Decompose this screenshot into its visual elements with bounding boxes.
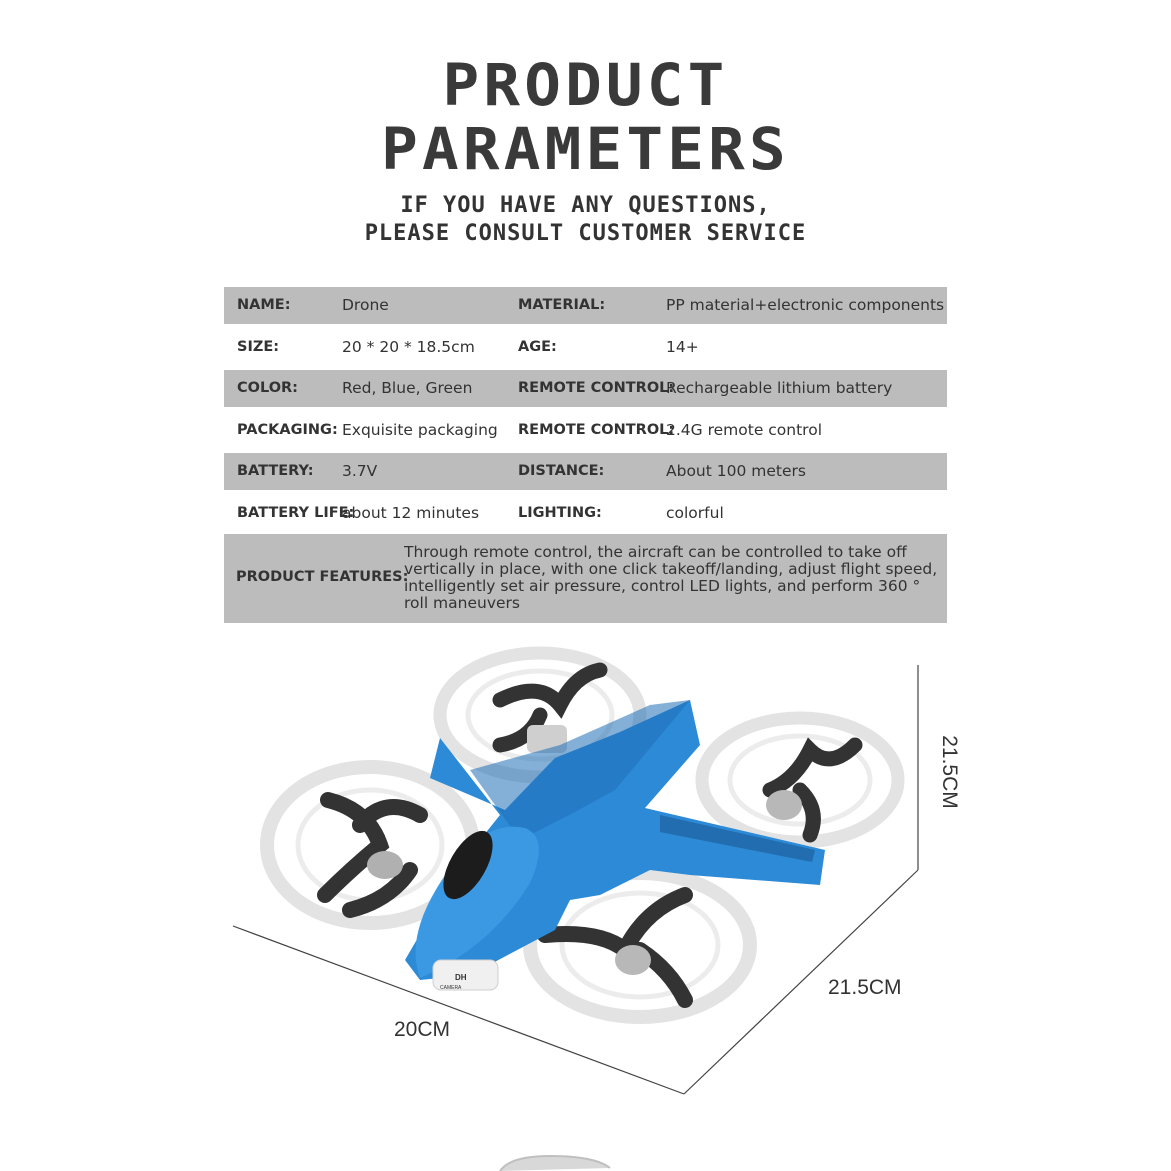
param-label: AGE: — [518, 338, 557, 355]
features-label: PRODUCT FEATURES: — [236, 569, 409, 585]
param-value: About 100 meters — [666, 462, 806, 481]
features-text: Through remote control, the aircraft can be controlled to take off vertically in place, with one click takeoff/landing, adjust flight speed, intelligently set air pressure, control LED lights, and perform 360 ° roll maneuvers — [404, 543, 938, 612]
param-label: REMOTE CONTROL: — [518, 421, 675, 438]
param-value: Red, Blue, Green — [342, 379, 473, 398]
dimension-height-label: 21.5CM — [937, 735, 961, 809]
dimension-depth-label: 21.5CM — [828, 976, 902, 999]
param-label: BATTERY LIFE: — [237, 504, 355, 521]
svg-text:DH: DH — [455, 973, 467, 982]
param-value: about 12 minutes — [342, 503, 480, 522]
dimension-width-label: 20CM — [394, 1018, 451, 1041]
param-label: COLOR: — [237, 380, 298, 397]
subtitle-line2: PLEASE CONSULT CUSTOMER SERVICE — [364, 221, 807, 246]
param-value: Drone — [342, 296, 389, 314]
param-value: 2.4G remote control — [666, 420, 823, 439]
next-image-peek — [500, 1156, 610, 1171]
param-value: Rechargeable lithium battery — [666, 379, 893, 398]
param-value: colorful — [666, 503, 724, 522]
param-label: PACKAGING: — [237, 421, 338, 438]
svg-text:CAMERA: CAMERA — [440, 985, 462, 991]
subtitle-line1: IF YOU HAVE ANY QUESTIONS, — [400, 193, 771, 218]
param-label: SIZE: — [237, 338, 280, 355]
param-value: 3.7V — [342, 462, 378, 481]
param-label: REMOTE CONTROL: — [518, 380, 675, 397]
param-label: BATTERY: — [237, 463, 314, 480]
param-label: LIGHTING: — [518, 504, 602, 521]
param-value: 14+ — [666, 337, 699, 356]
param-label: MATERIAL: — [518, 297, 606, 313]
param-label: NAME: — [237, 297, 291, 313]
param-value: Exquisite packaging — [342, 420, 498, 439]
param-value: 20 * 20 * 18.5cm — [342, 337, 475, 356]
page-title-line1: PRODUCT — [442, 51, 729, 119]
rotor-guard-back-right — [702, 718, 898, 842]
page-title-line2: PARAMETERS — [381, 115, 790, 183]
param-value: PP material+electronic components — [666, 296, 945, 314]
param-label: DISTANCE: — [518, 463, 605, 480]
